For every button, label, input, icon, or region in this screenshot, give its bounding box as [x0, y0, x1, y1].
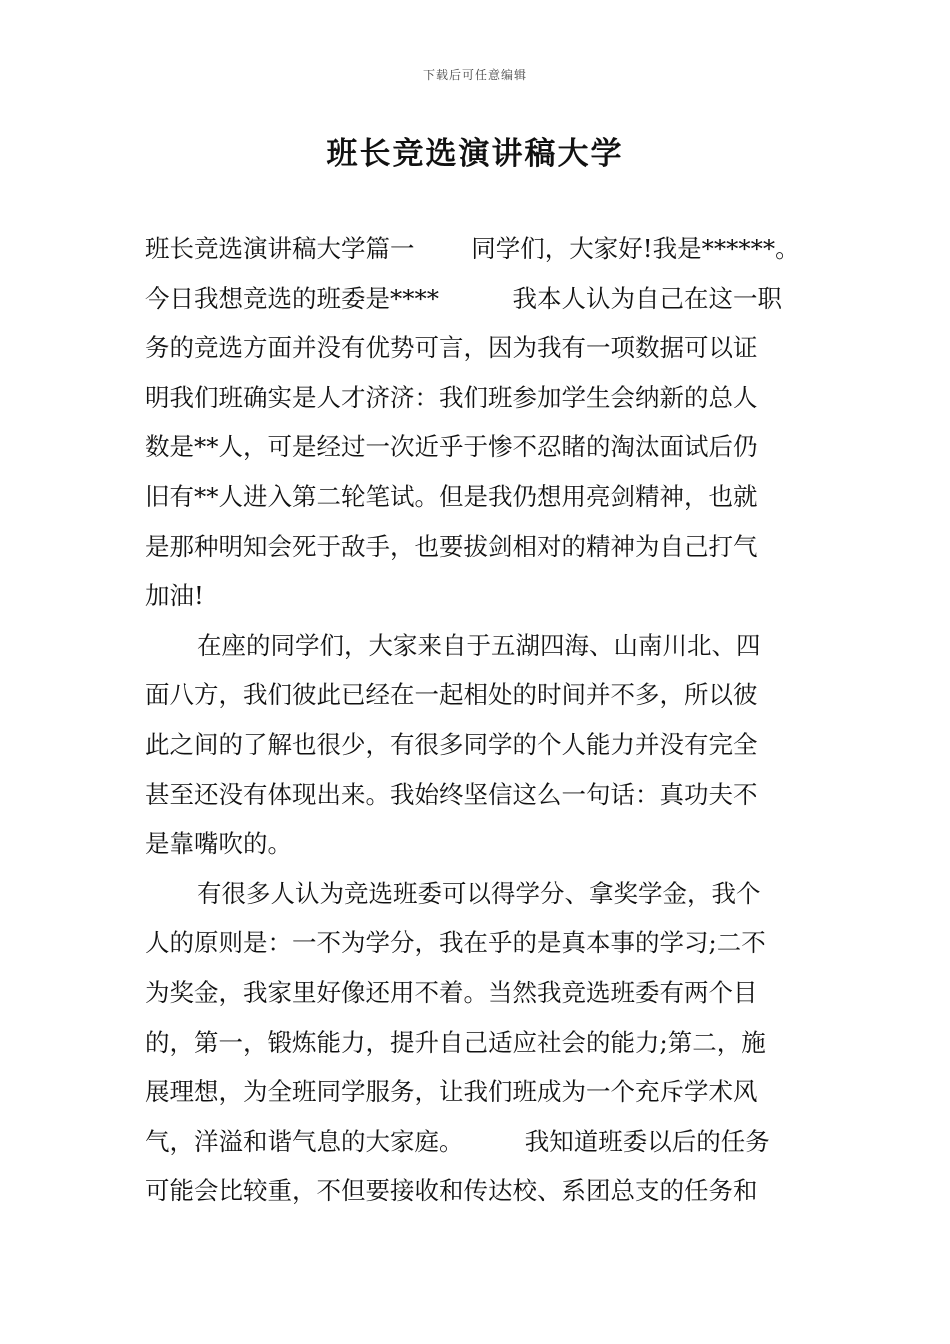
body-line: 数是**人，可是经过一次近乎于惨不忍睹的淘汰面试后仍 — [145, 432, 758, 462]
body-line: 加油! — [145, 581, 204, 611]
body-line: 是靠嘴吹的。 — [145, 829, 292, 859]
body-line: 的，第一，锻炼能力，提升自己适应社会的能力;第二，施 — [145, 1027, 766, 1057]
body-line: 在座的同学们，大家来自于五湖四海、山南川北、四 — [197, 630, 761, 660]
header-note: 下载后可任意编辑 — [422, 68, 527, 82]
body-line: 班长竞选演讲稿大学篇一 同学们，大家好!我是******。 — [145, 234, 800, 263]
body-line: 可能会比较重，不但要接收和传达校、系团总支的任务和 — [145, 1176, 758, 1206]
body-line: 面八方，我们彼此已经在一起相处的时间并不多，所以彼 — [145, 680, 758, 710]
body-line: 为奖金，我家里好像还用不着。当然我竞选班委有两个目 — [145, 977, 758, 1007]
body-line: 今日我想竞选的班委是**** 我本人认为自己在这一职 — [145, 283, 782, 313]
document-title: 班长竞选演讲稿大学 — [326, 136, 624, 172]
body-line: 人的原则是：一不为学分，我在乎的是真本事的学习;二不 — [145, 928, 766, 958]
body-line: 展理想，为全班同学服务，让我们班成为一个充斥学术风 — [145, 1077, 758, 1107]
body-line: 气，洋溢和谐气息的大家庭。 我知道班委以后的任务 — [145, 1126, 770, 1156]
body-line: 明我们班确实是人才济济：我们班参加学生会纳新的总人 — [145, 382, 758, 412]
body-line: 是那种明知会死于敌手，也要拔剑相对的精神为自己打气 — [145, 531, 758, 561]
body-line: 此之间的了解也很少，有很多同学的个人能力并没有完全 — [145, 729, 758, 759]
document-body — [145, 224, 825, 1216]
body-line: 有很多人认为竞选班委可以得学分、拿奖学金，我个 — [197, 878, 761, 908]
body-line: 务的竞选方面并没有优势可言，因为我有一项数据可以证 — [145, 333, 758, 363]
body-line: 旧有**人进入第二轮笔试。但是我仍想用亮剑精神，也就 — [145, 481, 758, 511]
body-line: 甚至还没有体现出来。我始终坚信这么一句话：真功夫不 — [145, 779, 758, 809]
